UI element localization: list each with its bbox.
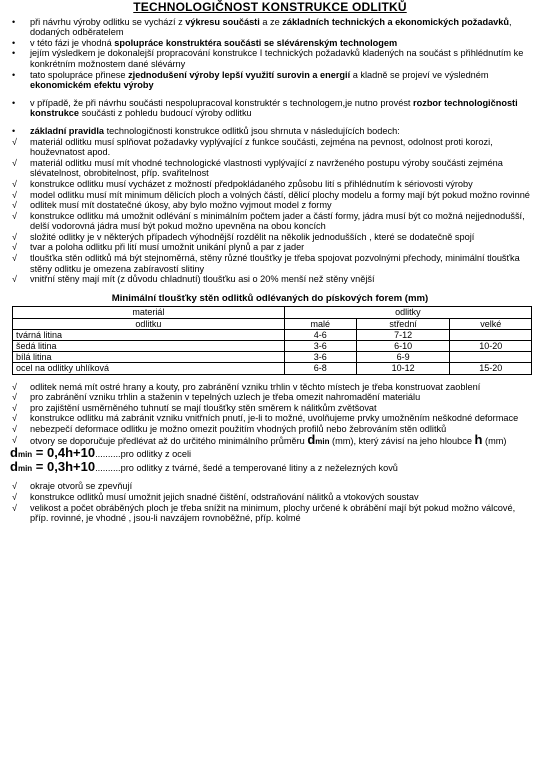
thickness-cell: 6-8 (284, 363, 356, 374)
check-icon: √ (12, 402, 17, 413)
bullet-icon: • (12, 125, 16, 136)
item-text: tvar a poloha odlitku při lití musí umožnit unikání plynů a par z jader (30, 242, 305, 253)
thickness-cell: 10-20 (450, 341, 532, 352)
intro-bullet-list (10, 17, 530, 91)
check-icon: √ (12, 274, 17, 285)
header-material: materiál (13, 307, 285, 318)
formula-eq: = 0,4h+10 (32, 445, 96, 461)
header-castings: odlitky (284, 307, 531, 318)
d-subscript: min (315, 436, 330, 446)
item-text: a ze (259, 16, 283, 27)
formula-sub: min (17, 463, 33, 473)
rule-item (10, 232, 530, 243)
h-symbol: h (474, 431, 483, 447)
rule-text: otvory se doporučuje předlévat až do určitého minimálního průměru (30, 435, 308, 446)
check-icon: √ (12, 242, 17, 253)
header-small: malé (284, 318, 356, 329)
item-text: model odlitku musí mít minimum dělicích ploch a volných částí, dělicí plochy modelu a formy mají být pokud možno rovinné (30, 189, 530, 200)
item-text: základních technických a ekonomických požadavků (282, 16, 510, 27)
thickness-cell: 3-6 (284, 341, 356, 352)
rule-item (10, 211, 530, 232)
item-text: technologičnosti konstrukce odlitků jsou shrnuta v následujících bodech: (104, 125, 400, 136)
thickness-cell: 15-20 (450, 363, 532, 374)
intro-bullet-item (10, 17, 530, 38)
item-text: spolupráce konstruktéra součásti se slévárenským technologem (114, 37, 398, 48)
thickness-cell (450, 352, 532, 363)
rules-intro (10, 126, 530, 137)
intro-bullet-item (10, 70, 530, 91)
design-rule-item (10, 424, 530, 435)
check-icon: √ (12, 210, 17, 221)
material-cell: ocel na odlitky uhlíková (13, 363, 285, 374)
formula-line (10, 458, 530, 475)
formula-d: d (10, 458, 18, 474)
holes-check-list (10, 481, 530, 523)
item-text: součásti z pohledu budoucí výroby odlitku (79, 108, 252, 119)
item-text: materiál odlitku musí mít vhodné technologické vlastnosti vyplývající z navrženého postupu výroby součásti zejména slévatelnost, obrobitelnost, příp. svařitelnost (30, 157, 503, 179)
check-icon: √ (12, 424, 17, 435)
header-medium: střední (356, 318, 450, 329)
check-icon: √ (12, 136, 17, 147)
wall-thickness-table (12, 306, 532, 374)
bullet-icon: • (12, 97, 16, 108)
table-header-row (13, 307, 532, 318)
item-text: nebezpečí deformace odlitku je možno omezit použitím vhodných profilů nebo žebrováním stěn odlitků (30, 424, 447, 435)
item-text: , dodaných odběratelem (30, 16, 512, 38)
thickness-cell: 3-6 (284, 352, 356, 363)
check-icon: √ (12, 157, 17, 168)
table-body (13, 329, 532, 374)
rules-intro-item (10, 126, 530, 137)
check-icon: √ (12, 178, 17, 189)
check-icon: √ (12, 200, 17, 211)
item-text: okraje otvorů se zpevňují (30, 481, 133, 492)
design-rule-item (10, 392, 530, 403)
item-text: tato spolupráce přinese (30, 69, 129, 80)
item-text: odlitek nemá mít ostré hrany a kouty, pro zabránění vzniku trhlin v těchto místech je třeba konstruovat zaoblení (30, 381, 481, 392)
material-cell: tvárná litina (13, 329, 285, 340)
rules-check-list (10, 137, 530, 285)
thickness-cell (450, 329, 532, 340)
table-row (13, 341, 532, 352)
item-text: ekonomickém efektu výroby (30, 80, 154, 91)
item-text: jejím výsledkem je dokonalejší propracování konstrukce I technických požadavků kladených na součást s přihlédnutím ke konkrétním možnostem dané slévárny (30, 48, 524, 69)
rule-text-2: (mm), který závisí na jeho hloubce (329, 435, 475, 446)
rule-item (10, 190, 530, 201)
check-icon: √ (12, 502, 17, 513)
d-symbol: d (307, 431, 316, 447)
rule-item (10, 200, 530, 211)
item-text: konstrukce odlitků musí umožnit jejich snadné čištění, odstraňování nálitků a vtokových soustav (30, 492, 419, 502)
item-text: materiál odlitku musí splňovat požadavky vyplývající z funkce součásti, zejména na pevnost, odolnost proti korozi, houževnatost apod. (30, 136, 493, 158)
analysis-bullet-list (10, 98, 530, 119)
check-icon: √ (12, 253, 17, 264)
item-text: velikost a počet obráběných ploch je třeba snížit na minimum, plochy určené k obrábění mají být pokud možno válcové, příp. rovinné, je vhodné , jsou-li navzájem rovnoběžné, příp. kolmé (30, 502, 516, 524)
rule-item (10, 179, 530, 190)
design-check-list (10, 382, 530, 435)
item-text: a kladně se projeví ve výsledném (350, 69, 489, 80)
formula-text: pro odlitky z tvárné, šedé a temperované litiny a z neželezných kovů (120, 462, 398, 473)
table-subheader-row (13, 318, 532, 329)
item-text: výkresu součásti (185, 16, 260, 27)
check-icon: √ (12, 481, 17, 492)
formula-text: pro odlitky z oceli (120, 449, 192, 460)
rule-item (10, 253, 530, 274)
table-row (13, 329, 532, 340)
hole-rule-item (10, 481, 530, 492)
formula-eq: = 0,3h+10 (32, 458, 96, 474)
item-text: tloušťka stěn odlitků má být stejnoměrná, stěny různé tloušťky je třeba spojovat pozvolnými přechody, minimální tloušťka stěny odlitku je omezena zabíravostí slitiny (30, 253, 520, 274)
item-text: vnitřní stěny mají mít (z důvodu chladnutí) tloušťku asi o 20% menší než stěny vnější (30, 274, 375, 285)
design-rule-item (10, 382, 530, 393)
header-large: velké (450, 318, 532, 329)
item-text: zjednodušení výroby lepší využití surovin a energií (128, 69, 351, 80)
header-casting-material: odlitku (13, 318, 285, 329)
hole-rule-item (10, 503, 530, 524)
bullet-icon: • (12, 69, 16, 80)
table-row (13, 363, 532, 374)
check-icon: √ (12, 413, 17, 424)
item-text: rozbor technologičnosti konstrukce (30, 97, 518, 119)
bullet-icon: • (12, 37, 16, 48)
formula-block (10, 445, 530, 474)
rule-item (10, 242, 530, 253)
rule-item (10, 137, 530, 158)
check-icon: √ (12, 492, 17, 502)
bullet-icon: • (12, 16, 16, 27)
item-text: konstrukce odlitku musí vycházet z možností předpokládaného způsobu lití s přihlédnutím k sériovosti výroby (30, 178, 473, 189)
table-title: Minimální tloušťky stěn odlitků odlévaných do pískových forem (mm) (111, 292, 429, 304)
design-rule-item (10, 403, 530, 414)
check-icon: √ (12, 231, 17, 242)
material-cell: šedá litina (13, 341, 285, 352)
page-title: TECHNOLOGIČNOST KONSTRUKCE ODLITKŮ (133, 0, 407, 14)
hole-rule-item (10, 492, 530, 503)
list-item-otvory (10, 431, 530, 448)
item-text: základní pravidla (30, 125, 105, 136)
table-row (13, 352, 532, 363)
item-text: pro zajištění usměrněného tuhnutí se mají tloušťky stěn směrem k nálitkům zvětšovat (30, 402, 377, 413)
check-icon: √ (12, 381, 17, 392)
item-text: při návrhu výroby odlitku se vychází z (30, 16, 186, 27)
item-text: pro zabránění vzniku trhlin a staženin v tepelných uzlech je třeba omezit nahromadění materiálu (30, 392, 421, 403)
item-text: konstrukce odlitku má zabránit vzniku vnitřních pnutí, je-li to možné, uvolňujeme prvky umožněním neškodné deformace (30, 413, 519, 424)
check-icon: √ (12, 189, 17, 200)
thickness-cell: 6-9 (356, 352, 450, 363)
intro-bullet-item (10, 48, 530, 69)
analysis-bullet-item (10, 98, 530, 119)
item-text: konstrukce odlitku má umožnit odlévání s minimálním počtem jader a částí formy, jádra musí být co možná nejjednodušší, delší vodorovná jádra musí být pokud možno upevněna na obou koncích (30, 210, 525, 232)
item-text: složité odlitky je v některých případech výhodnější rozdělit na několik jednodušších , které se dodatečně spojí (30, 231, 475, 242)
rule-item (10, 274, 530, 285)
item-text: v případě, že při návrhu součásti nespolupracoval konstruktér s technologem,je nutno provést (30, 97, 414, 108)
formula-sub: min (17, 450, 33, 460)
thickness-cell: 6-10 (356, 341, 450, 352)
rule-item (10, 158, 530, 179)
check-icon: √ (12, 392, 17, 403)
design-rule-item (10, 413, 530, 424)
rule-text-3: (mm) (482, 435, 507, 446)
formula-d: d (10, 445, 18, 461)
thickness-cell: 7-12 (356, 329, 450, 340)
check-icon: √ (12, 434, 17, 445)
formula-dots: .......... (95, 462, 121, 473)
intro-bullet-item (10, 38, 530, 49)
thickness-cell: 10-12 (356, 363, 450, 374)
thickness-cell: 4-6 (284, 329, 356, 340)
bullet-icon: • (12, 48, 16, 59)
item-text: odlitek musí mít dostatečné úkosy, aby bylo možno vyjmout model z formy (30, 200, 332, 211)
formula-dots: .......... (95, 449, 121, 460)
item-text: v této fázi je vhodná (30, 37, 115, 48)
material-cell: bílá litina (13, 352, 285, 363)
